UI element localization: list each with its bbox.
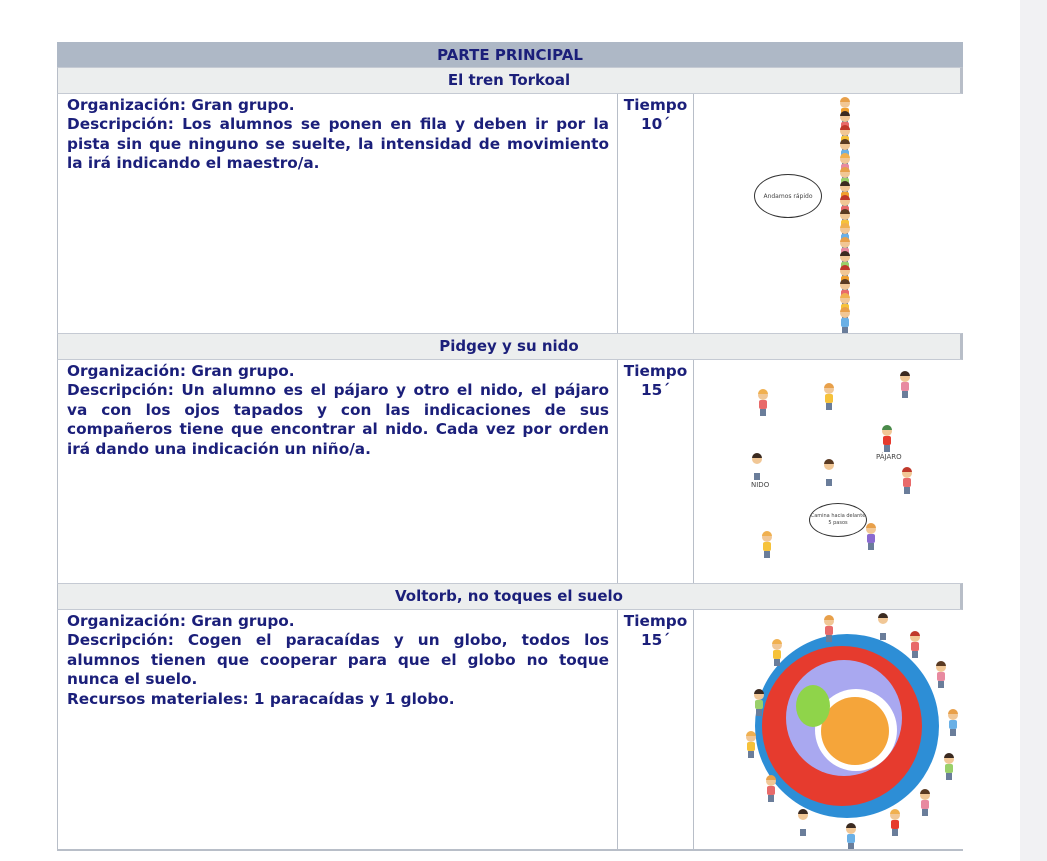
child-figure-icon <box>758 390 768 416</box>
page-margin-strip <box>1020 0 1047 861</box>
time-cell <box>618 610 694 849</box>
train-illustration <box>694 94 963 333</box>
child-figure-icon <box>866 524 876 550</box>
child-figure-icon <box>882 426 892 452</box>
game-description-cell <box>58 360 618 583</box>
table-bottom-border <box>57 849 963 851</box>
child-figure-icon <box>752 454 762 480</box>
child-figure-icon <box>798 810 808 836</box>
child-figure-icon <box>824 384 834 410</box>
child-figure-icon <box>878 614 888 640</box>
section-title: PARTE PRINCIPAL <box>57 42 963 67</box>
description-text: Descripción: Cogen el paracaídas y un globo, todos los alumnos tienen que cooperar para que el globo no toque nunca el suelo. <box>67 631 609 689</box>
bird-nest-illustration <box>694 360 963 583</box>
child-figure-icon <box>766 776 776 802</box>
child-figure-icon <box>948 710 958 736</box>
game-row-tren <box>57 94 963 333</box>
time-label: Tiempo <box>623 362 688 380</box>
game-title-tren: El tren Torkoal <box>57 67 963 94</box>
child-figure-icon <box>840 308 850 333</box>
child-figure-icon <box>890 810 900 836</box>
child-figure-icon <box>754 690 764 716</box>
game-description-cell <box>58 610 618 849</box>
parachute-center <box>821 697 889 765</box>
speech-bubble: Andamos rápido <box>754 174 822 218</box>
time-label: Tiempo <box>623 612 688 630</box>
child-figure-icon <box>824 616 834 642</box>
child-figure-icon <box>762 532 772 558</box>
organization-text: Organización: Gran grupo. <box>67 96 295 114</box>
time-cell <box>618 94 694 333</box>
description-text: Descripción: Los alumnos se ponen en fila y deben ir por la pista sin que ninguno se suelte, la intensidad de movimiento la irá indicando el maestro/a. <box>67 115 609 173</box>
time-cell <box>618 360 694 583</box>
balloon-icon <box>796 685 830 727</box>
child-figure-icon <box>902 468 912 494</box>
resources-text: Recursos materiales: 1 paracaídas y 1 globo. <box>67 689 455 708</box>
time-value: 15´ <box>641 381 670 400</box>
bird-label: PÁJARO <box>876 453 902 461</box>
time-value: 15´ <box>641 631 670 650</box>
child-figure-icon <box>746 732 756 758</box>
parachute-illustration <box>694 610 963 849</box>
child-figure-icon <box>772 640 782 666</box>
child-figure-icon <box>846 824 856 849</box>
game-row-voltorb <box>57 610 963 849</box>
nest-label: NIDO <box>751 481 770 489</box>
child-figure-icon <box>920 790 930 816</box>
child-figure-icon <box>944 754 954 780</box>
child-figure-icon <box>824 460 834 486</box>
organization-text: Organización: Gran grupo. <box>67 612 295 630</box>
description-text: Descripción: Un alumno es el pájaro y otro el nido, el pájaro va con los ojos tapados y con las indicaciones de sus compañeros tiene que encontrar al nido. Cada vez por orden irá dando una indicación un niño/a. <box>67 381 609 458</box>
time-label: Tiempo <box>623 96 688 114</box>
game-title-pidgey: Pidgey y su nido <box>57 333 963 360</box>
game-title-voltorb: Voltorb, no toques el suelo <box>57 583 963 610</box>
child-figure-icon <box>910 632 920 658</box>
time-value: 10´ <box>641 115 670 134</box>
child-figure-icon <box>936 662 946 688</box>
organization-text: Organización: Gran grupo. <box>67 362 295 380</box>
game-description-cell <box>58 94 618 333</box>
game-row-pidgey <box>57 360 963 583</box>
lesson-table <box>57 42 963 851</box>
speech-bubble: Camina hacia delante 5 pasos <box>809 503 867 537</box>
child-figure-icon <box>900 372 910 398</box>
